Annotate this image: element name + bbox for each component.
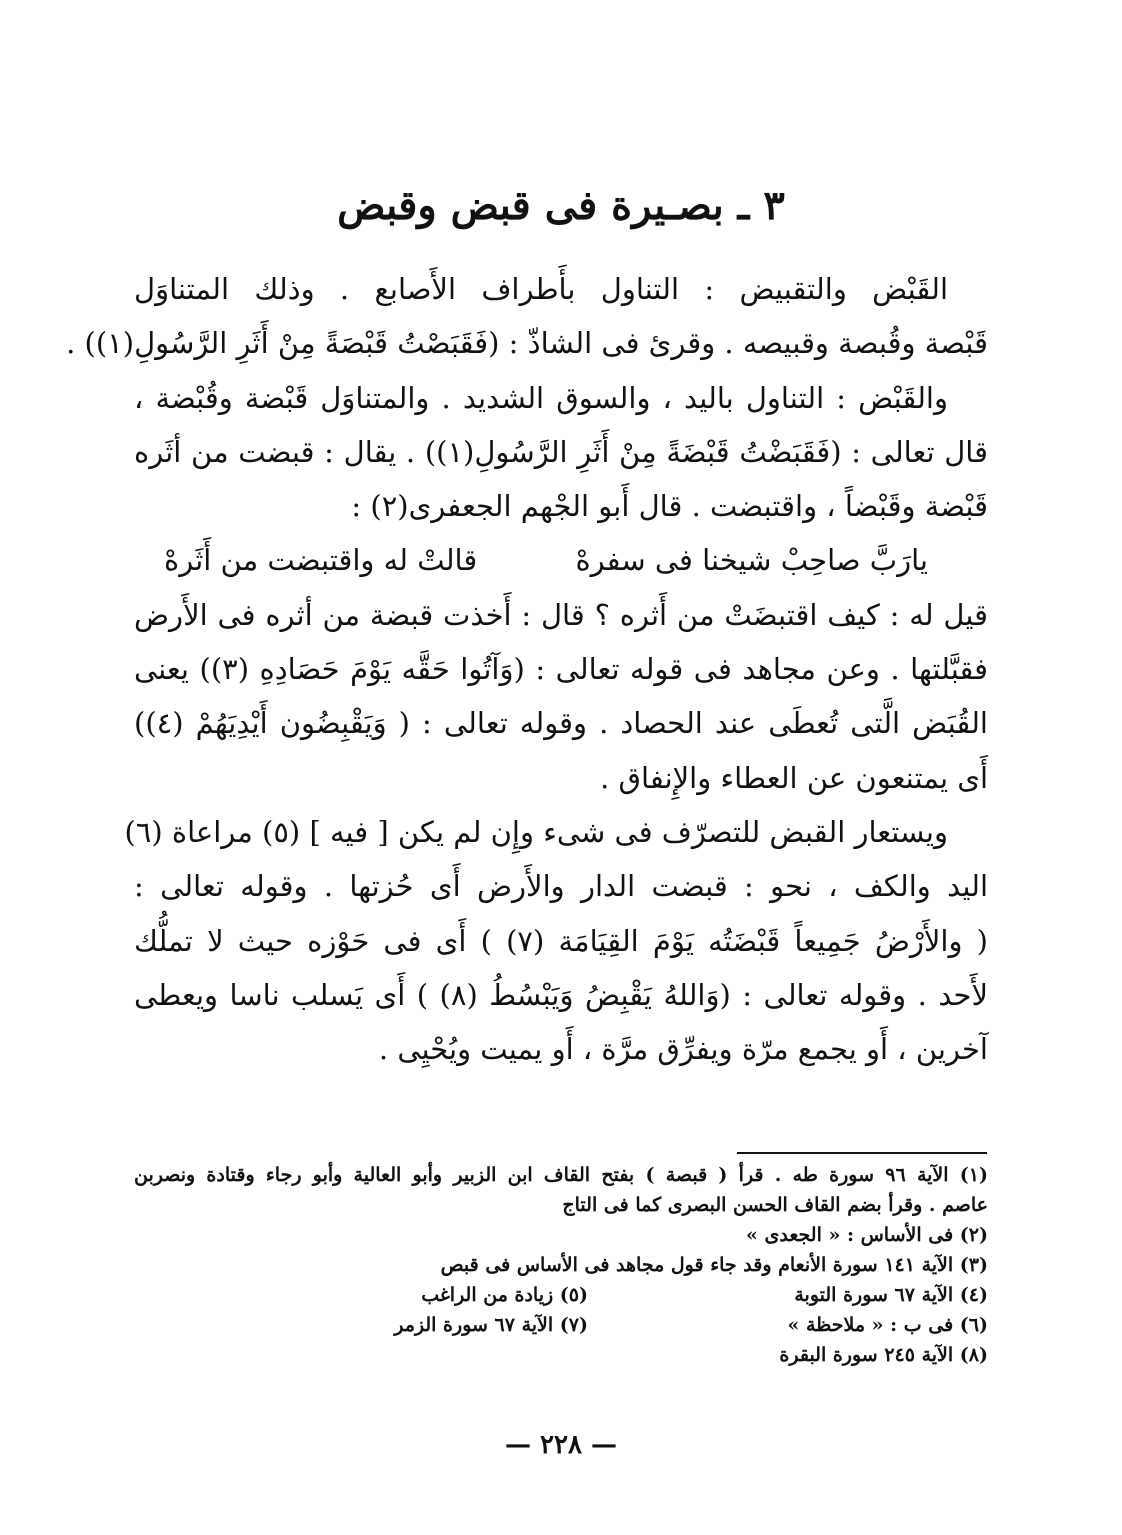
footnotes — [134, 1160, 988, 1370]
footnote: (١) الآية ٩٦ سورة طه . قرأ ( قبصة ) بفتح القاف ابن الزبير وأبو العالية وأبو رجاء وقتادة ونصربن — [134, 1164, 988, 1186]
footnote: (٨) الآية ٢٤٥ سورة البقرة — [779, 1344, 988, 1366]
text-line: القُبَض الَّتى تُعطَى عند الحصاد . وقوله تعالى : ( وَيَقْبِضُون أَيْدِيَهُمْ (٤)) — [134, 706, 988, 741]
poetry-verse — [134, 533, 988, 587]
text-line: قيل له : كيف اقتبضَتْ من أَثره ؟ قال : أَخذت قبضة من أثره فى الأَرض — [134, 597, 988, 632]
footnote: (٣) الآية ١٤١ سورة الأنعام وقد جاء قول مجاهد فى الأساس فى قبص — [440, 1254, 988, 1276]
page-number: — ٢٢٨ — — [504, 1430, 618, 1460]
page-title: ٣ ـ بصـيرة فى قبض وقبض — [337, 182, 785, 229]
footnote-row — [134, 1310, 988, 1340]
text-line: ويستعار القبض للتصرّف فى شىء وإِن لم يكن [ فيه ] (٥) مراعاة (٦) — [124, 814, 948, 849]
text-line: فقبَّلتها . وعن مجاهد فى قوله تعالى : (وَآتُوا حَقَّه يَوْمَ حَصَادِهِ (٣)) يعنى — [134, 652, 988, 687]
footnote: (٦) فى ب : « ملاحظة » — [787, 1314, 988, 1336]
text-line: والقَبْض : التناول باليد ، والسوق الشديد . والمتناوَل قَبْضة وقُبْضة ، — [134, 380, 948, 415]
verse-first-hemistich: يارَبَّ صاحِبْ شيخنا فى سفرهْ — [575, 543, 928, 578]
text-line: لأَحد . وقوله تعالى : (وَاللهُ يَقْبِضُ وَيَبْسُطُ (٨) ) أَى يَسلب ناسا ويعطى — [134, 977, 989, 1012]
footnote-divider — [737, 1152, 987, 1154]
text-line: ( والأَرْضُ جَمِيعاً قَبْضَتُه يَوْمَ القِيَامَة (٧) ) أَى فى حَوْزه حيث لا تملُّك — [134, 923, 988, 958]
verse-second-hemistich: قالتْ له واقتبضت من أَثَرهْ — [164, 543, 478, 578]
text-line: قَبْصة وقُبصة وقبيصه . وقرئ فى الشاذّ : (فَقَبَصْتُ قَبْصَةً مِنْ أَثَرِ الرَّسُولِ(١)) . — [66, 326, 988, 361]
text-line: القَبْض والتقبيض : التناول بأَطراف الأَصابع . وذلك المتناوَل — [134, 272, 948, 306]
footnote: (٧) الآية ٦٧ سورة الزمر — [394, 1314, 588, 1336]
main-text — [66, 262, 989, 1076]
text-line: قَبْضة وقَبْضاً ، واقتبضت . قال أَبو الجْهم الجعفرى(٢) : — [351, 489, 988, 524]
text-line: أَى يمتنعون عن العطاء والإِنفاق . — [600, 760, 988, 795]
text-line: اليد والكف ، نحو : قبضت الدار والأَرض أَى حُزتها . وقوله تعالى : — [134, 869, 988, 904]
footnote: (٥) زيادة من الراغب — [421, 1284, 588, 1306]
footnote-row — [134, 1280, 988, 1310]
footnote: (٢) فى الأساس : « الجعدى » — [746, 1224, 988, 1246]
footnote: عاصم . وقرأ بضم القاف الحسن البصرى كما فى التاج — [562, 1194, 988, 1216]
text-line: آخرين ، أَو يجمع مرّة ويفرِّق مرَّة ، أَو يميت ويُحْيِى . — [378, 1032, 988, 1067]
text-line: قال تعالى : (فَقَبَضْتُ قَبْضَةً مِنْ أَثَرِ الرَّسُولِ(١)) . يقال : قبضت من أثَره — [134, 434, 988, 469]
footnote: (٤) الآية ٦٧ سورة التوبة — [794, 1284, 988, 1306]
